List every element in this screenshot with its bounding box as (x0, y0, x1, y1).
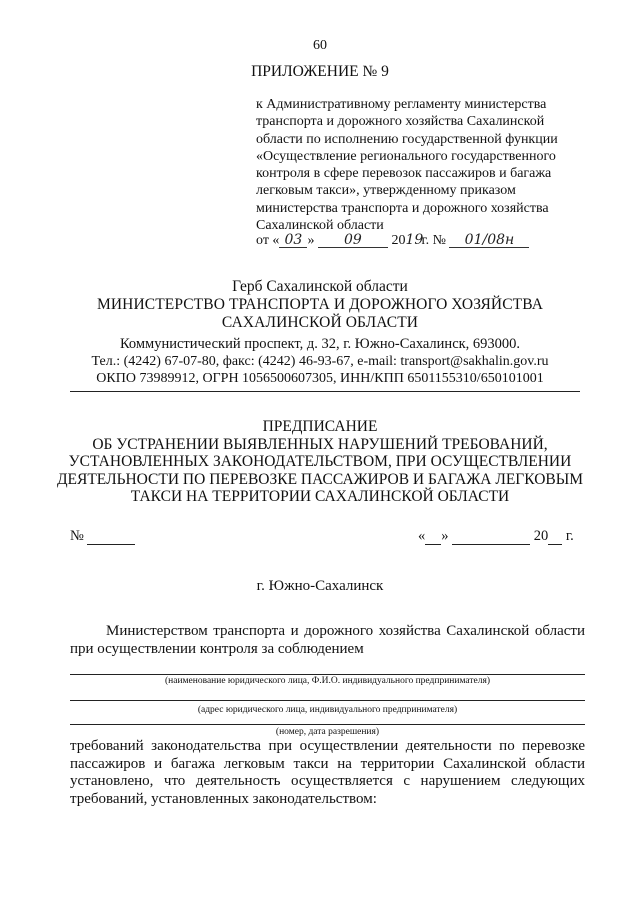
name-fill-line (70, 674, 585, 675)
date-quote-close: » (307, 233, 315, 248)
number-label: № (70, 528, 84, 544)
ministry-address: Коммунистический проспект, д. 32, г. Южно-Сахалинск, 693000. (119, 336, 521, 352)
approval-text: к Административному регламенту министерства транспорта и дорожного хозяйства Сахалинской области по исполнению государственной функции «Осуществление регионального государственного контроля в сфере перевозок пассажиров и багажа легковым такси», утвержденному приказом министерства транспорта и дорожного хозяйства Сахалинской области (256, 97, 558, 234)
year-blank (548, 532, 562, 545)
body-paragraph: требований законодательства при осуществлении деятельности по перевозке пассажиров и багажа легковым такси на территории Сахалинской области установлено, что деятельность осуществляется с нарушением следующих требований, установленных законодательством: (70, 738, 585, 807)
title-line-4: ДЕЯТЕЛЬНОСТИ ПО ПЕРЕВОЗКЕ ПАССАЖИРОВ И БАГАЖА ЛЕГКОВЫМ (56, 470, 584, 488)
header-divider (70, 391, 580, 392)
date-open-quote: « (418, 528, 426, 544)
ministry-line-1: МИНИСТЕРСТВО ТРАНСПОРТА И ДОРОЖНОГО ХОЗЯЙСТВА (97, 296, 543, 313)
date-year-prefix: 20 (391, 233, 406, 248)
address-fill-line (70, 700, 585, 701)
title-line-1: ПРЕДПИСАНИЕ (262, 418, 378, 435)
ministry-line-2: САХАЛИНСКОЙ ОБЛАСТИ (221, 314, 419, 331)
approval-date (256, 233, 529, 249)
handwritten-month: 09 (318, 233, 388, 248)
handwritten-day: 03 (279, 233, 307, 248)
title-line-3: УСТАНОВЛЕННЫХ ЗАКОНОДАТЕЛЬСТВОМ, ПРИ ОСУЩЕСТВЛЕНИИ (68, 453, 572, 471)
caption-permit: (номер, дата разрешения) (275, 727, 380, 737)
page-number: 60 (313, 38, 327, 53)
year-suffix: г. (565, 528, 574, 544)
document-date (418, 528, 574, 545)
number-blank (87, 532, 135, 545)
document-title (0, 418, 640, 506)
date-prefix: от « (256, 233, 280, 248)
document-number (70, 528, 135, 545)
handwritten-order-number: 01/08н (449, 233, 529, 248)
title-line-2: ОБ УСТРАНЕНИИ ВЫЯВЛЕННЫХ НАРУШЕНИЙ ТРЕБОВАНИЙ, (92, 435, 548, 453)
caption-address: (адрес юридического лица, индивидуального предпринимателя) (197, 705, 458, 715)
intro-paragraph: Министерством транспорта и дорожного хозяйства Сахалинской области при осуществлении контроля за соблюдением (70, 623, 585, 657)
ministry-contacts: Тел.: (4242) 67-07-80, факс: (4242) 46-93-67, e-mail: transport@sakhalin.gov.ru (91, 354, 549, 369)
handwritten-year: 19 (405, 232, 424, 248)
date-year-tail: г. № (421, 233, 446, 248)
date-close-quote: » (441, 528, 449, 544)
year-prefix: 20 (533, 528, 549, 544)
month-blank (452, 532, 530, 545)
city: г. Южно-Сахалинск (256, 578, 384, 594)
day-blank (425, 532, 441, 545)
permit-fill-line (70, 724, 585, 725)
ministry-codes: ОКПО 73989912, ОГРН 1056500607305, ИНН/КПП 6501155310/650101001 (96, 371, 544, 386)
appendix-title: ПРИЛОЖЕНИЕ № 9 (251, 63, 389, 80)
title-line-5: ТАКСИ НА ТЕРРИТОРИИ САХАЛИНСКОЙ ОБЛАСТИ (130, 488, 510, 506)
coat-of-arms-caption: Герб Сахалинской области (232, 278, 408, 295)
ministry-name (0, 296, 640, 332)
caption-name: (наименование юридического лица, Ф.И.О. индивидуального предпринимателя) (164, 676, 491, 686)
